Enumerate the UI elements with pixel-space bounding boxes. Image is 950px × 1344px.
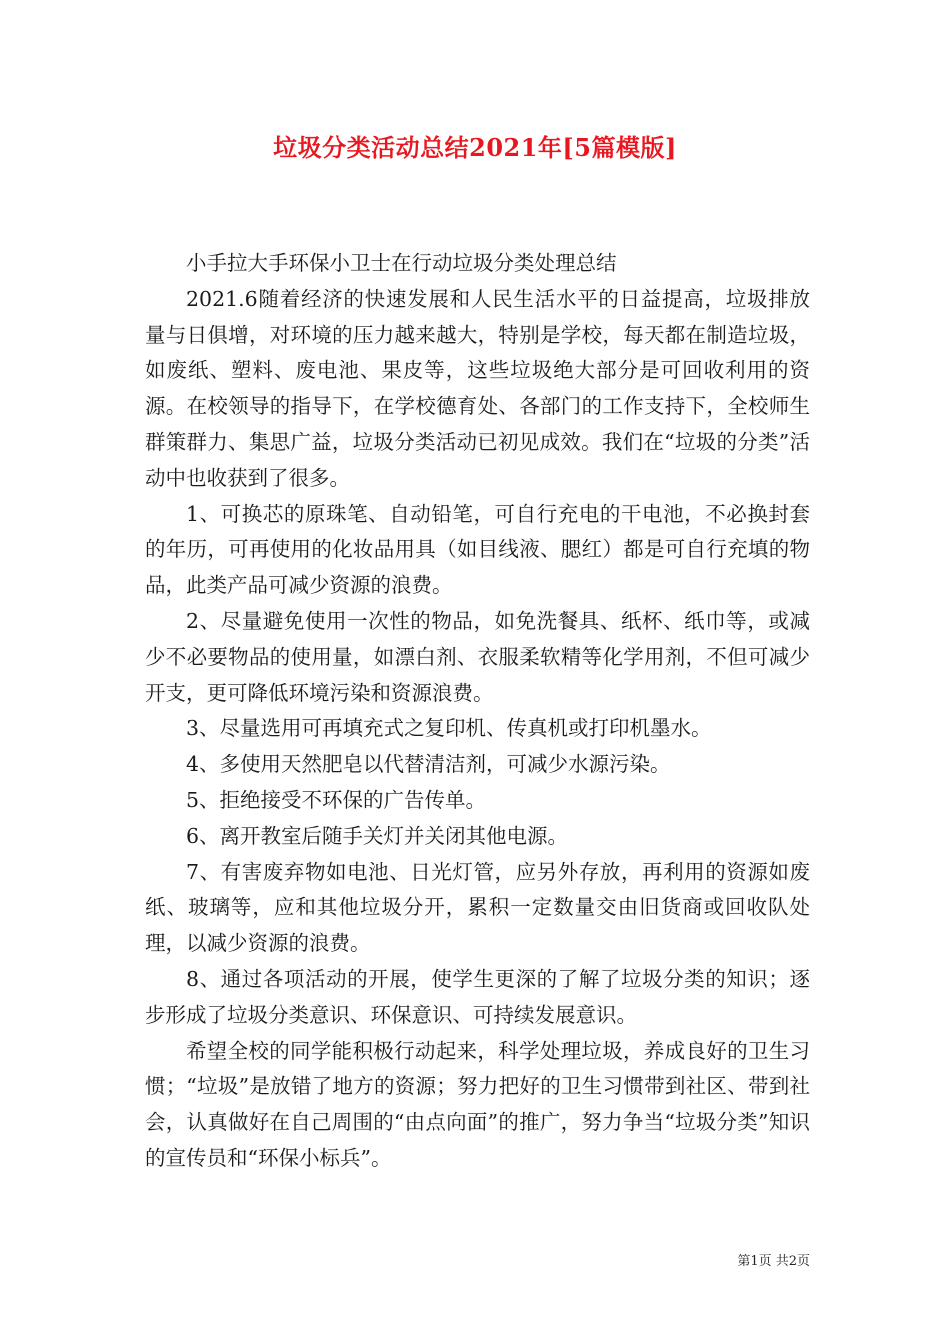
paragraph-item-6: 6、离开教室后随手关灯并关闭其他电源。 [186,823,569,848]
paragraph-subtitle: 小手拉大手环保小卫士在行动垃圾分类处理总结 [186,251,617,275]
paragraph-item-2: 2、尽量避免使用一次性的物品，如免洗餐具、纸杯、纸巾等，或减少不必要物品的使用量，如漂白剂、衣服柔软精等化学用剂，不但可减少开支，更可降低环境污染和资源浪费。 [145,608,810,705]
paragraph-item-7: 7、有害废弃物如电池、日光灯管，应另外存放，再利用的资源如废纸、玻璃等，应和其他垃圾分开，累积一定数量交由旧货商或回收队处理，以减少资源的浪费。 [145,859,810,956]
paragraph-item-1: 1、可换芯的原珠笔、自动铅笔，可自行充电的干电池，不必换封套的年历，可再使用的化妆品用具（如目线液、腮红）都是可自行充填的物品，此类产品可减少资源的浪费。 [145,501,810,598]
paragraph-item-3: 3、尽量选用可再填充式之复印机、传真机或打印机墨水。 [186,716,712,741]
paragraph-conclusion: 希望全校的同学能积极行动起来，科学处理垃圾，养成良好的卫生习惯；“垃圾”是放错了地方的资源；努力把好的卫生习惯带到社区、带到社会，认真做好在自己周围的“由点向面”的推广，努力争当“垃圾分类”知识的宣传员和“环保小标兵”。 [145,1038,810,1170]
paragraph-item-8: 8、通过各项活动的开展，使学生更深的了解了垃圾分类的知识；逐步形成了垃圾分类意识、环保意识、可持续发展意识。 [145,966,810,1027]
page-number-footer: 第1页 共2页 [737,1254,810,1269]
paragraph-item-5: 5、拒绝接受不环保的广告传单。 [186,787,487,812]
document-title: 垃圾分类活动总结2021年[5篇模版] [273,133,677,162]
paragraph-item-4: 4、多使用天然肥皂以代替清洁剂，可减少水源污染。 [186,752,671,777]
document-body [145,246,810,1177]
paragraph-intro: 2021.6随着经济的快速发展和人民生活水平的日益提高，垃圾排放量与日俱增，对环境的压力越来越大，特别是学校，每天都在制造垃圾，如废纸、塑料、废电池、果皮等，这些垃圾绝大部分是可回收利用的资源。在校领导的指导下，在学校德育处、各部门的工作支持下，全校师生群策群力、集思广益，垃圾分类活动已初见成效。我们在“垃圾的分类”活动中也收获到了很多。 [145,286,810,490]
